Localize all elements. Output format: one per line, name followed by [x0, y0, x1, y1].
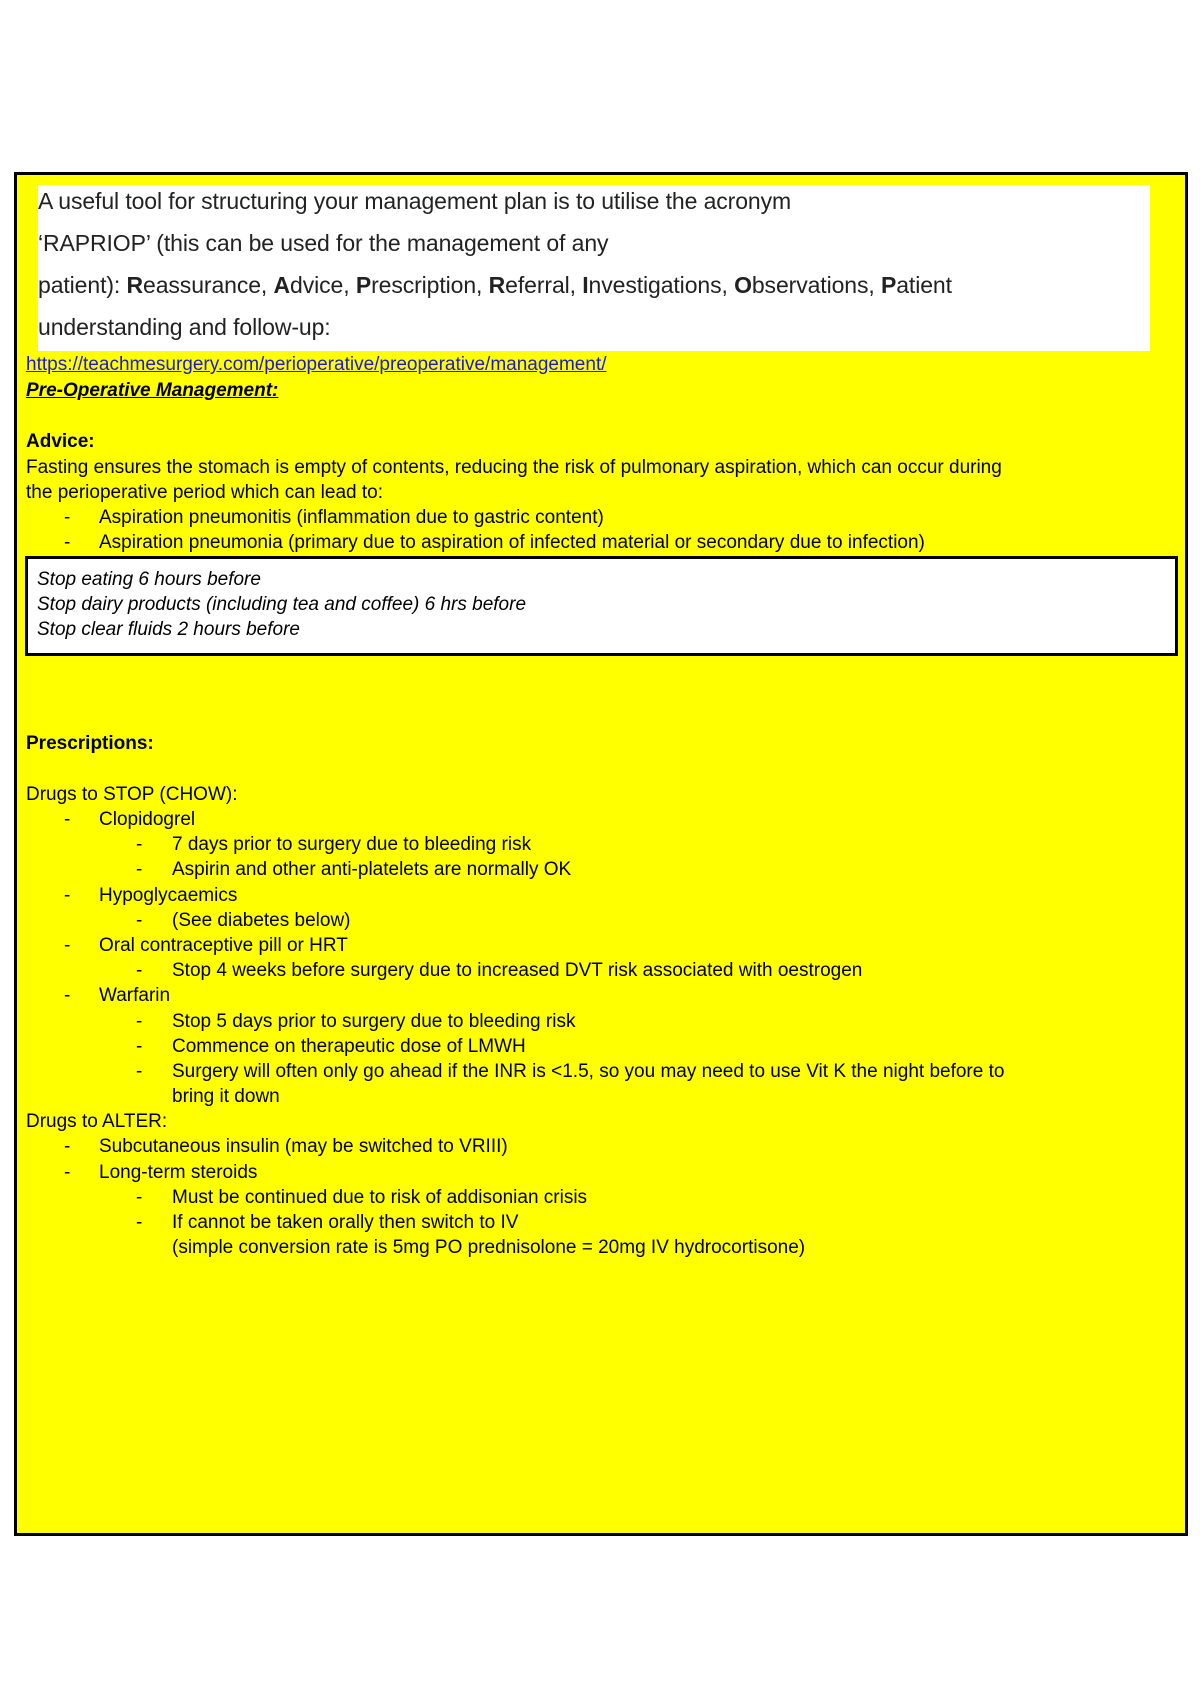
- bullet-dash: -: [136, 960, 143, 981]
- drug-subitem: If cannot be taken orally then switch to IV: [172, 1212, 519, 1233]
- callout-line-2: ‘RAPRIOP’ (this can be used for the management of any: [38, 230, 609, 256]
- prescriptions-title: Prescriptions:: [26, 733, 154, 754]
- bullet-dash: -: [64, 935, 71, 956]
- bullet-dash: -: [64, 1136, 71, 1157]
- drug-item: Clopidogrel: [99, 809, 196, 830]
- advice-paragraph-line-1: Fasting ensures the stomach is empty of contents, reducing the risk of pulmonary aspiration, which can occur during: [26, 457, 1002, 478]
- drug-subitem-continuation: bring it down: [172, 1086, 280, 1107]
- bullet-dash: -: [136, 859, 143, 880]
- fasting-rule: Stop eating 6 hours before: [37, 569, 261, 590]
- bullet-dash: -: [136, 1187, 143, 1208]
- drug-subitem: Aspirin and other anti-platelets are normally OK: [172, 859, 572, 880]
- callout-line-1: A useful tool for structuring your management plan is to utilise the acronym: [38, 188, 792, 214]
- drug-subitem-continuation: (simple conversion rate is 5mg PO prednisolone = 20mg IV hydrocortisone): [172, 1237, 806, 1258]
- bullet-dash: -: [64, 507, 71, 528]
- bullet-dash: -: [64, 885, 71, 906]
- bullet-dash: -: [136, 910, 143, 931]
- bullet-dash: -: [64, 1162, 71, 1183]
- drugs-stop-title: Drugs to STOP (CHOW):: [26, 784, 238, 805]
- source-link[interactable]: https://teachmesurgery.com/perioperative/preoperative/management/: [26, 354, 607, 375]
- advice-bullet: Aspiration pneumonia (primary due to aspiration of infected material or secondary due to infection): [99, 532, 925, 553]
- bullet-dash: -: [64, 809, 71, 830]
- drug-subitem: Stop 4 weeks before surgery due to increased DVT risk associated with oestrogen: [172, 960, 863, 981]
- callout-line-4: understanding and follow-up:: [38, 314, 331, 340]
- fasting-rule: Stop dairy products (including tea and coffee) 6 hrs before: [37, 594, 527, 615]
- drug-subitem: Commence on therapeutic dose of LMWH: [172, 1036, 526, 1057]
- bullet-dash: -: [64, 985, 71, 1006]
- drugs-alter-title: Drugs to ALTER:: [26, 1111, 168, 1132]
- bullet-dash: -: [136, 834, 143, 855]
- drug-item: Long-term steroids: [99, 1162, 258, 1183]
- bullet-dash: -: [136, 1061, 143, 1082]
- drug-item: Oral contraceptive pill or HRT: [99, 935, 348, 956]
- drug-subitem: Stop 5 days prior to surgery due to bleeding risk: [172, 1011, 576, 1032]
- advice-title: Advice:: [26, 431, 95, 452]
- callout-line-3: patient): Reassurance, Advice, Prescription, Referral, Investigations, Observations, Patient: [38, 272, 952, 298]
- drug-item: Warfarin: [99, 985, 171, 1006]
- bullet-dash: -: [64, 532, 71, 553]
- bullet-dash: -: [136, 1212, 143, 1233]
- bullet-dash: -: [136, 1036, 143, 1057]
- page-heading: Pre-Operative Management:: [26, 380, 279, 401]
- drug-item: Hypoglycaemics: [99, 885, 238, 906]
- drug-subitem: 7 days prior to surgery due to bleeding risk: [172, 834, 532, 855]
- drug-subitem: Must be continued due to risk of addisonian crisis: [172, 1187, 588, 1208]
- drug-subitem: Surgery will often only go ahead if the INR is <1.5, so you may need to use Vit K the night before to: [172, 1061, 1005, 1082]
- bullet-dash: -: [136, 1011, 143, 1032]
- fasting-rule: Stop clear fluids 2 hours before: [37, 619, 300, 640]
- drug-item: Subcutaneous insulin (may be switched to VRIII): [99, 1136, 508, 1157]
- advice-paragraph-line-2: the perioperative period which can lead to:: [26, 482, 384, 503]
- advice-bullet: Aspiration pneumonitis (inflammation due to gastric content): [99, 507, 604, 528]
- drug-subitem: (See diabetes below): [172, 910, 351, 931]
